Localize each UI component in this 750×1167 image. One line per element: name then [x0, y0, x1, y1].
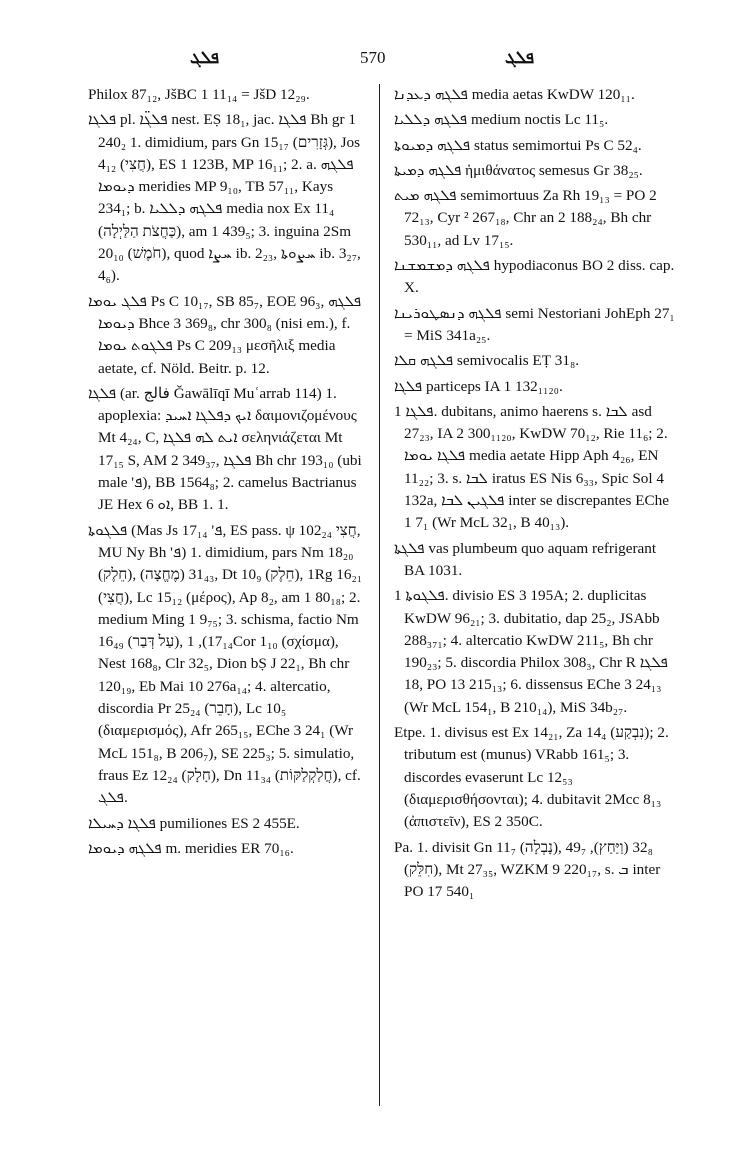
dictionary-entry: ܦܠܓܗ ܕܝܘܡܐ m. meridies ER 70₁₆.: [88, 839, 294, 857]
right-column: [394, 84, 679, 906]
dictionary-entry: ܦܠܓܐ ܕܚܝܠܐ pumiliones ES 2 455E.: [88, 814, 300, 832]
left-column: [88, 84, 368, 863]
dictionary-entry: ܦܠܓܗ ܡܝܬ semimortuus Za Rh 19₁₃ = PO 2 72₁₃, Cyr ² 267₁₈, Chr an 2 188₂₄, Bh chr 530₁₁, ad Lv 17₁₅.: [394, 187, 657, 249]
running-head-right: ܦܠܓ: [505, 48, 535, 68]
page-number: 570: [360, 48, 386, 67]
page-header: [0, 48, 750, 72]
column-divider: [379, 84, 380, 1106]
dictionary-entry: ܦܠܓܗ ܕܥܕܢܐ media aetas KwDW 120₁₁.: [394, 86, 635, 103]
dictionary-entry: ܦܠܓ ܝܘܡܐ Ps C 10₁₇, SB 85₇, EOE 96₃, ܦܠܓܗ ܕܝܘܡܐ Bhce 3 369₈, chr 300₈ (nisi em.), f. ܦܠܓܘܬ ܝܘܡܐ Ps C 209₁₃ μεσῆλιξ media aetate, cf. Nöld. Beitr. p. 12.: [88, 292, 362, 377]
dictionary-entry: ܦܠܓܐ 1. dubitans, animo haerens s. ܠܒܐ asd 27₂₃, IA 2 300₁₁₂₀, KwDW 70₁₂, Rie 11₆; 2. ܦܠܓܐ ܝܘܡܐ media aetate Hipp Aph 4₂₆, EN 11₂₂; 3. s. ܠܒܐ iratus ES Nis 6₃₃, Spic Sol 4 132a, ܦܠܓܝܢ ܠܒܐ inter se discrepantes EChe 1 7₁ (Wr McL 32₁, B 40₁₃).: [394, 402, 669, 532]
dictionary-entry: ܦܠܓܗ ܕܠܠܝܐ medium noctis Lc 11₅.: [394, 111, 609, 129]
dictionary-entry: ܦܠܓܐ particeps IA 1 132₁₁₂₀.: [394, 377, 563, 395]
dictionary-entry: ܦܠܓܗ ܩܠܐ semivocalis EṬ 31₈.: [394, 352, 580, 370]
dictionary-entry: ܦܠܓܬܐ vas plumbeum quo aquam refrigerant BA 1031.: [394, 539, 657, 579]
dictionary-entry: Etpe. 1. divisus est Ex 14₂₁, Za 14₄ (נִבְקַע); 2. tributum est (munus) VRabb 161₅; 3. discordes evaserunt Lc 12₅₃ (διαμερισθήσονται); 4. dubitavit 2Mcc 8₁₃ (ἀπιστεῖν), ES 2 350C.: [394, 724, 669, 831]
dictionary-entry: ܦܠܓܗ ܕܡܝܘܬܐ status semimortui Ps C 52₄.: [394, 136, 642, 154]
dictionary-entry: ܦܠܓܗ ܕܢܣܛܘܪܝܢܐ semi Nestoriani JohEph 27₁ = MiS 341a₂₅.: [394, 304, 675, 344]
dictionary-entry: ܦܠܓܘܬܐ 1. divisio ES 3 195A; 2. duplicitas KwDW 96₂₁; 3. dubitatio, dap 25₂, JSAbb 288₃₇₁; 4. altercatio KwDW 211₅, Bh chr 190₂₃; 5. discordia Philox 308₃, Chr R ܦܠܓܐ 18, PO 13 215₁₃; 6. dissensus EChe 3 24₁₃ (Wr McL 154₁, B 210₁₄), MiS 34b₂₇.: [394, 587, 668, 716]
dictionary-entry: ܦܠܓܘܬܐ (Mas Js 17₁₄ 'ܦ, ES pass. ψ 102₂₄ חֲצִי, MU Ny Bh 'ܦ) 1. dimidium, pars Nm 18₂₀ (חֵלֶק), 31₄₃ (מֶחֱצָה), Dt 10₉ (חֵלֶק), 1Rg 16₂₁ (חֲצִי), Lc 15₁₂ (μέρος), Ap 8₂, am 1 80₁₈; 2. medium Ming 1 9₇₅; 3. schisma, factio Nm 16₄₉ (עַל דְּבַר), 17₁₄), 1Cor 1₁₀ (σχίσμα), Nest 168₈, Clr 32₅, Dion bṢ J 22₁, Bh chr 120₁₉, Eb Mai 10 276a₁₄; 4. altercatio, discordia Pr 25₂₄ (חָבֵר), Lc 10₅ (διαμερισμός), Afr 265₁₅, EChe 3 24₁ (Wr McL 151₈, B 206₇), SE 225₃; 5. simulatio, fraus Ez 12₂₄ (חָלָק), Dn 11₃₄ (חֲלַקְלַקּוֹת), cf. ܦܠܓ.: [88, 521, 363, 807]
dictionary-entry: ܦܠܓܗ ܕܡܝܬܐ ἡμιθάνατος semesus Gr 38₂₅.: [394, 161, 643, 179]
dictionary-entry: Philox 87₁₂, JšBC 1 11₁₄ = JšD 12₂₉.: [88, 86, 310, 103]
dictionary-entry: ܦܠܓܐ (ar. فالج Ğawālīqī Muʿarrab 114) 1. apoplexia: ܐܝܟ ܕܦܠܓܐ ܐܚܝܕ δαιμονιζομένους Mt 4₂₄, C, ܐܝܬ ܠܗ ܦܠܓܐ σεληνιάζεται Mt 17₁₅ S, AM 2 349₃₇, ܦܠܓܐ Bh chr 193₁₀ (ubi male 'ܦ), BB 1564₈; 2. camelus Bactrianus JE Hex ܐܘ 6, BB 1. 1.: [88, 384, 362, 514]
running-head-left: ܦܠܓ: [190, 48, 220, 68]
dictionary-entry: Pa. 1. divisit Gn 11₇ (נָבְלָה), 32₈ (וַיַּחַץ), 49₇ (חִלֵּק), Mt 27₃₅, WZKM 9 220₁₇, s. ܒ inter PO 17 540₁: [394, 838, 661, 901]
dictionary-entry: ܦܠܓܐ pl. ܦܠܓ̈ܐ nest. EṢ 18₁, jac. ܦܠܓܐ Bh gr 1 240₂ 1. dimidium, pars Gn 15₁₇ (גְּזָרִים), Jos 4₁₂ (חֲצִי), ES 1 123B, MP 16₁₁; 2. a. ܦܠܓܗ ܕܝܘܡܐ meridies MP 9₁₀, TB 57₁₁, Kays 234₁; b. ܦܠܓܗ ܕܠܠܝܐ media nox Ex 11₄ (כַּחֲצֹת הַלַּיְלָה), am 1 439₅; 3. inguina 2Sm 20₁₀ (חֹמֶשׁ), quod ܚܨܐ ib. 2₂₃, ܚܨܘܬܐ ib. 3₂₇, 4₆).: [88, 111, 361, 285]
dictionary-entry: ܦܠܓܗ ܕܡܫܡܫܢܐ hypodiaconus BO 2 diss. cap. X.: [394, 257, 675, 297]
